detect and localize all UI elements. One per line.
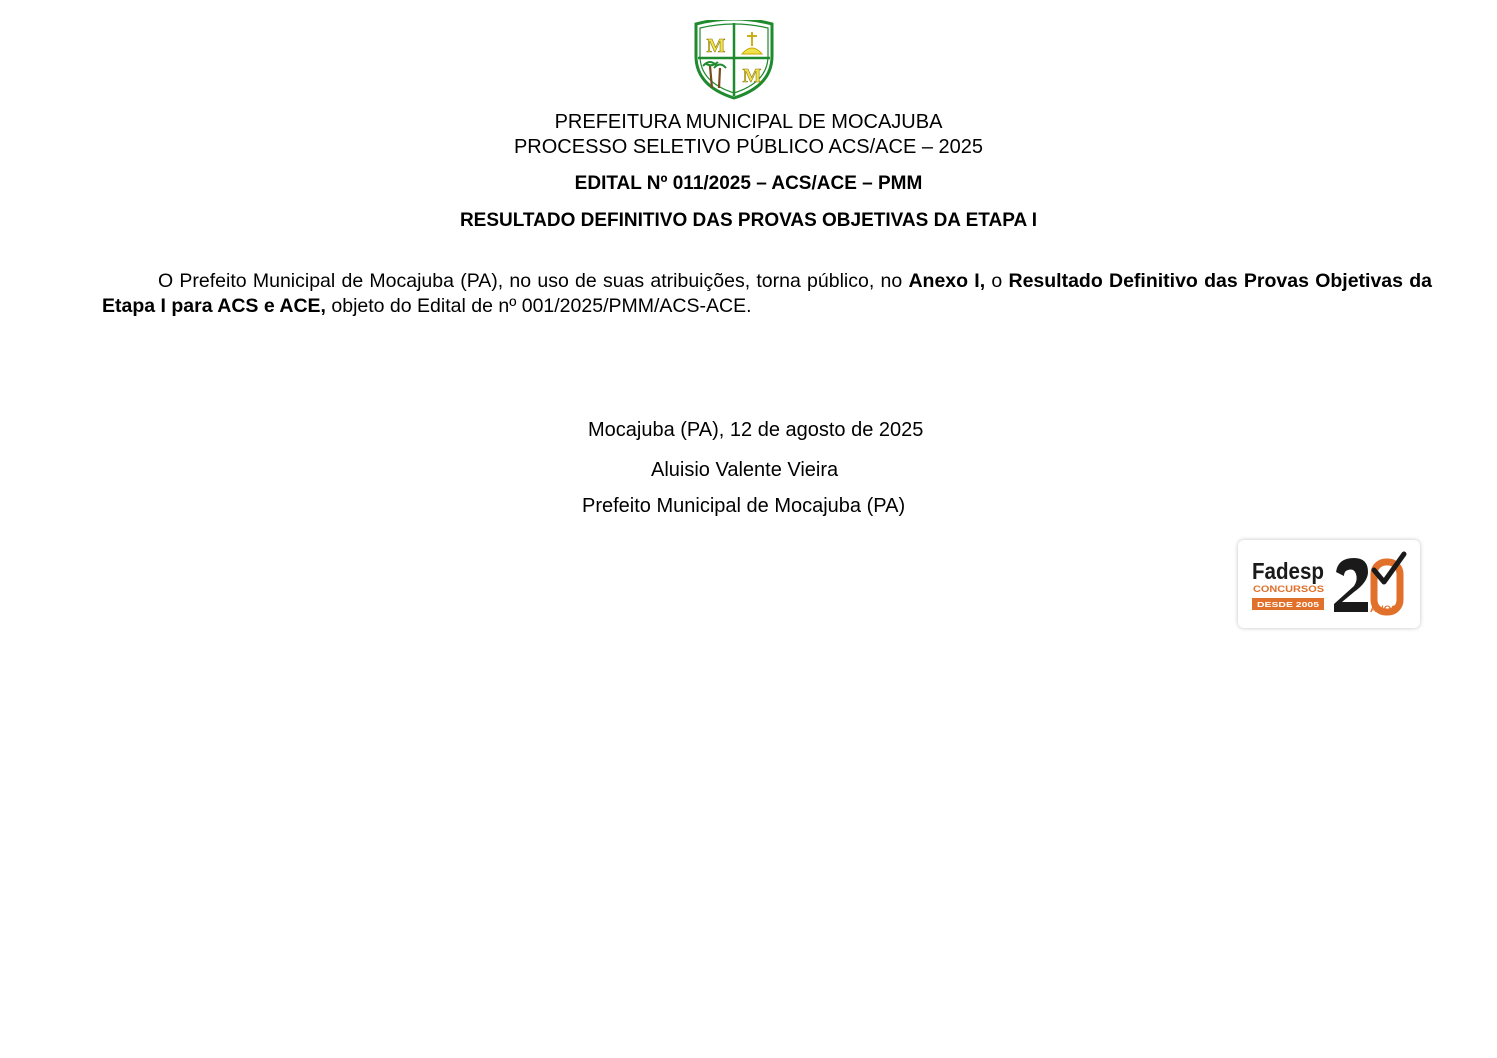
paragraph-text-2: o — [985, 270, 1009, 292]
fadesp-sub: CONCURSOS — [1253, 584, 1324, 595]
header-process: PROCESSO SELETIVO PÚBLICO ACS/ACE – 2025 — [513, 136, 984, 158]
fadesp-years: ANOS — [1370, 604, 1398, 615]
fadesp-logo — [1238, 540, 1420, 628]
header-municipality: PREFEITURA MUNICIPAL DE MOCAJUBA — [554, 111, 943, 133]
paragraph-text-1: O Prefeito Municipal de Mocajuba (PA), no uso de suas atribuições, torna público, no — [158, 270, 909, 292]
paragraph-text-3: objeto do Edital de nº 001/2025/PMM/ACS-ACE. — [325, 294, 752, 317]
place-and-date: Mocajuba (PA), 12 de agosto de 2025 — [588, 419, 924, 441]
crest-letter-top: M — [706, 35, 726, 57]
paragraph-annex: Anexo I, — [908, 270, 986, 292]
signer-name: Aluisio Valente Vieira — [651, 459, 839, 481]
announcement-paragraph — [102, 269, 1432, 318]
fadesp-since: DESDE 2005 — [1257, 600, 1319, 609]
paragraph-result: Resultado Definitivo das Provas Objetivas da Etapa I para ACS e ACE, — [102, 270, 1432, 317]
fadesp-brand: Fadesp — [1252, 558, 1324, 584]
edital-number: EDITAL Nº 011/2025 – ACS/ACE – PMM — [574, 173, 923, 194]
signer-title: Prefeito Municipal de Mocajuba (PA) — [582, 495, 906, 517]
crest-letter-bottom: M — [742, 65, 762, 87]
document-subject: RESULTADO DEFINITIVO DAS PROVAS OBJETIVAS DA ETAPA I — [459, 210, 1038, 231]
municipal-crest-logo — [693, 20, 775, 100]
